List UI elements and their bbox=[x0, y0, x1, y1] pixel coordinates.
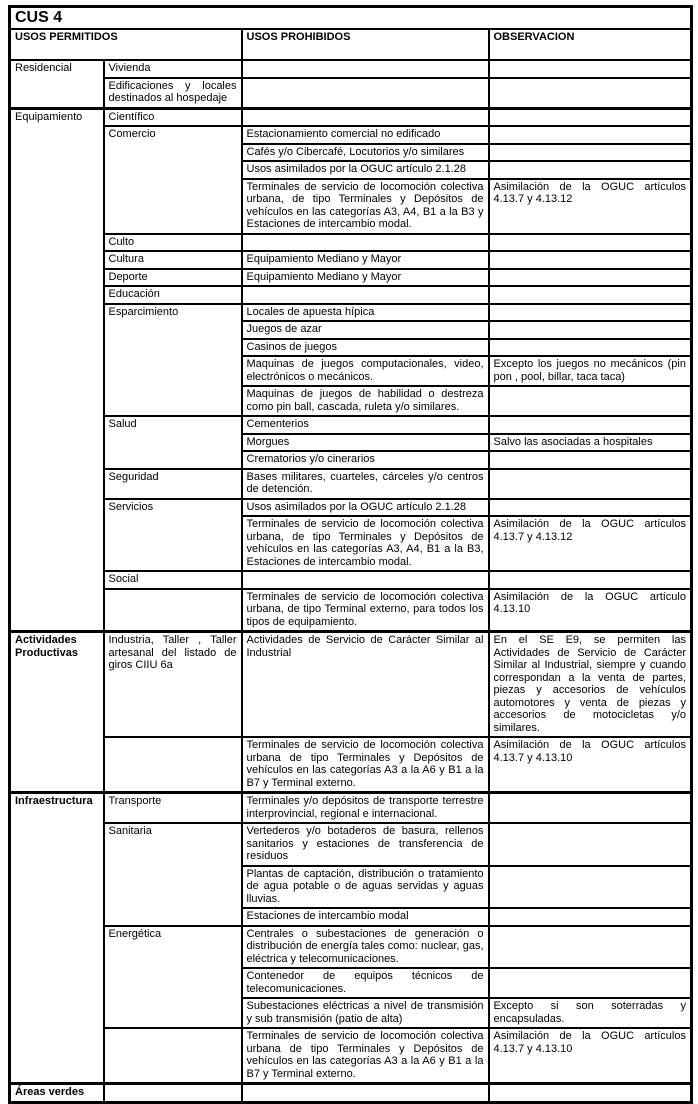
subcategory-cell: Edificaciones y locales destinados al hospedaje bbox=[104, 78, 242, 109]
table-row bbox=[10, 632, 692, 738]
col-header-observacion: OBSERVACION bbox=[489, 29, 692, 60]
table-row bbox=[10, 286, 692, 304]
prohibited-cell bbox=[242, 571, 489, 589]
table-row bbox=[10, 126, 692, 144]
subcategory-cell: Culto bbox=[104, 234, 242, 252]
table-row bbox=[10, 269, 692, 287]
prohibited-cell: Juegos de azar bbox=[242, 321, 489, 339]
category-cell: Equipamiento bbox=[10, 108, 104, 632]
table-row bbox=[10, 823, 692, 866]
subcategory-cell: Cultura bbox=[104, 251, 242, 269]
subcategory-cell: Servicios bbox=[104, 499, 242, 572]
prohibited-cell: Terminales de servicio de locomoción colectiva urbana, de tipo Terminales y Depósitos de vehículos en las categorías A3, A4, B1 a la B3, Estaciones de intercambio modal. bbox=[242, 516, 489, 571]
subcategory-cell: Salud bbox=[104, 416, 242, 469]
prohibited-cell bbox=[242, 286, 489, 304]
observation-cell bbox=[489, 908, 692, 926]
observation-cell bbox=[489, 571, 692, 589]
subcategory-cell: Transporte bbox=[104, 793, 242, 824]
table-row bbox=[10, 1028, 692, 1084]
prohibited-cell bbox=[242, 108, 489, 126]
observation-cell bbox=[489, 823, 692, 866]
observation-cell bbox=[489, 451, 692, 469]
prohibited-cell: Cementerios bbox=[242, 416, 489, 434]
title-row bbox=[10, 7, 692, 30]
observation-cell bbox=[489, 1084, 692, 1103]
observation-cell bbox=[489, 499, 692, 517]
subcategory-cell bbox=[104, 1028, 242, 1084]
prohibited-cell bbox=[242, 78, 489, 109]
observation-cell: Asimilación de la OGUC artículos 4.13.7 y 4.13.12 bbox=[489, 516, 692, 571]
table-row bbox=[10, 1084, 692, 1103]
table-row bbox=[10, 304, 692, 322]
prohibited-cell: Estacionamiento comercial no edificado bbox=[242, 126, 489, 144]
page-title: CUS 4 bbox=[10, 7, 692, 30]
cus4-table bbox=[8, 5, 693, 1104]
subcategory-cell: Deporte bbox=[104, 269, 242, 287]
subcategory-cell bbox=[104, 589, 242, 632]
prohibited-cell: Cafés y/o Cibercafé, Locutorios y/o similares bbox=[242, 144, 489, 162]
observation-cell bbox=[489, 416, 692, 434]
subcategory-cell: Social bbox=[104, 571, 242, 589]
subcategory-cell: Comercio bbox=[104, 126, 242, 234]
subcategory-cell: Energética bbox=[104, 926, 242, 1029]
observation-cell bbox=[489, 126, 692, 144]
prohibited-cell: Terminales de servicio de locomoción colectiva urbana, de tipo Terminales y Depósitos de vehículos en las categorías A3, A4, B1 a la B3 y Estaciones de intercambio modal. bbox=[242, 179, 489, 234]
observation-cell: Excepto los juegos no mecánicos (pin pon , pool, billar, taca taca) bbox=[489, 356, 692, 386]
subcategory-cell bbox=[104, 1084, 242, 1103]
subcategory-cell: Científico bbox=[104, 108, 242, 126]
table-row bbox=[10, 234, 692, 252]
prohibited-cell: Terminales de servicio de locomoción colectiva urbana de tipo Terminales y Depósitos de vehículos en las categorías A3 a la A6 y B1 a la B7 y Terminal externo. bbox=[242, 737, 489, 793]
prohibited-cell: Crematorios y/o cinerarios bbox=[242, 451, 489, 469]
observation-cell bbox=[489, 339, 692, 357]
column-header-row bbox=[10, 29, 692, 60]
observation-cell bbox=[489, 386, 692, 416]
table-row bbox=[10, 416, 692, 434]
subcategory-cell: Esparcimiento bbox=[104, 304, 242, 417]
observation-cell bbox=[489, 144, 692, 162]
observation-cell bbox=[489, 793, 692, 824]
subcategory-cell: Sanitaria bbox=[104, 823, 242, 926]
category-cell: Residencial bbox=[10, 60, 104, 108]
table-row bbox=[10, 737, 692, 793]
subcategory-cell bbox=[104, 737, 242, 793]
prohibited-cell: Actividades de Servicio de Carácter Similar al Industrial bbox=[242, 632, 489, 738]
prohibited-cell: Plantas de captación, distribución o tratamiento de agua potable o de aguas servidas y aguas lluvias. bbox=[242, 866, 489, 909]
observation-cell bbox=[489, 269, 692, 287]
prohibited-cell: Estaciones de intercambio modal bbox=[242, 908, 489, 926]
observation-cell bbox=[489, 161, 692, 179]
observation-cell bbox=[489, 78, 692, 109]
table-row bbox=[10, 926, 692, 969]
table-row bbox=[10, 469, 692, 499]
observation-cell: Excepto si son soterradas y encapsuladas. bbox=[489, 998, 692, 1028]
subcategory-cell: Vivienda bbox=[104, 60, 242, 78]
observation-cell: Asimilación de la OGUC artículos 4.13.7 y 4.13.10 bbox=[489, 737, 692, 793]
col-header-usos-permitidos: USOS PERMITIDOS bbox=[10, 29, 242, 60]
observation-cell bbox=[489, 469, 692, 499]
observation-cell bbox=[489, 968, 692, 998]
prohibited-cell: Usos asimilados por la OGUC artículo 2.1.28 bbox=[242, 161, 489, 179]
observation-cell bbox=[489, 60, 692, 78]
observation-cell bbox=[489, 926, 692, 969]
prohibited-cell: Terminales y/o depósitos de transporte terrestre interprovincial, regional e internacional. bbox=[242, 793, 489, 824]
observation-cell: Asimilación de la OGUC artículos 4.13.7 y 4.13.10 bbox=[489, 1028, 692, 1084]
table-row bbox=[10, 571, 692, 589]
observation-cell bbox=[489, 108, 692, 126]
prohibited-cell: Centrales o subestaciones de generación o distribución de energía tales como: nuclear, gas, eléctrica y telecomunicaciones. bbox=[242, 926, 489, 969]
observation-cell: Asimilación de la OGUC artículo 4.13.10 bbox=[489, 589, 692, 632]
prohibited-cell: Equipamiento Mediano y Mayor bbox=[242, 251, 489, 269]
table-row bbox=[10, 251, 692, 269]
category-cell: Áreas verdes bbox=[10, 1084, 104, 1103]
category-cell: Infraestructura bbox=[10, 793, 104, 1084]
prohibited-cell: Maquinas de juegos computacionales, video, electrónicos o mecánicos. bbox=[242, 356, 489, 386]
observation-cell: Salvo las asociadas a hospitales bbox=[489, 434, 692, 452]
subcategory-cell: Industria, Taller , Taller artesanal del listado de giros CIIU 6a bbox=[104, 632, 242, 738]
observation-cell bbox=[489, 321, 692, 339]
table-row bbox=[10, 793, 692, 824]
observation-cell bbox=[489, 304, 692, 322]
prohibited-cell: Equipamiento Mediano y Mayor bbox=[242, 269, 489, 287]
prohibited-cell: Subestaciones eléctricas a nivel de transmisión y sub transmisión (patio de alta) bbox=[242, 998, 489, 1028]
prohibited-cell: Casinos de juegos bbox=[242, 339, 489, 357]
prohibited-cell bbox=[242, 60, 489, 78]
prohibited-cell: Terminales de servicio de locomoción colectiva urbana, de tipo Terminal externo, para todos los tipos de equipamiento. bbox=[242, 589, 489, 632]
observation-cell bbox=[489, 286, 692, 304]
prohibited-cell: Bases militares, cuarteles, cárceles y/o centros de detención. bbox=[242, 469, 489, 499]
table-row bbox=[10, 499, 692, 517]
observation-cell bbox=[489, 251, 692, 269]
observation-cell bbox=[489, 234, 692, 252]
subcategory-cell: Seguridad bbox=[104, 469, 242, 499]
table-row bbox=[10, 108, 692, 126]
prohibited-cell bbox=[242, 234, 489, 252]
prohibited-cell: Usos asimilados por la OGUC artículo 2.1.28 bbox=[242, 499, 489, 517]
prohibited-cell bbox=[242, 1084, 489, 1103]
subcategory-cell: Educación bbox=[104, 286, 242, 304]
prohibited-cell: Morgues bbox=[242, 434, 489, 452]
table-row bbox=[10, 589, 692, 632]
observation-cell: En el SE E9, se permiten las Actividades de Servicio de Carácter Similar al Industrial, siempre y cuando correspondan a la venta de partes, piezas y accesorios de vehículos automotores y venta de piezas y accesorios de motocicletas y/o similares. bbox=[489, 632, 692, 738]
observation-cell bbox=[489, 866, 692, 909]
prohibited-cell: Maquinas de juegos de habilidad o destreza como pin ball, cascada, ruleta y/o similares. bbox=[242, 386, 489, 416]
prohibited-cell: Terminales de servicio de locomoción colectiva urbana de tipo Terminales y Depósitos de vehículos en las categorías A3 a la A6 y B1 a la B7 y Terminal externo. bbox=[242, 1028, 489, 1084]
prohibited-cell: Vertederos y/o botaderos de basura, rellenos sanitarios y estaciones de transferencia de residuos bbox=[242, 823, 489, 866]
prohibited-cell: Locales de apuesta hípica bbox=[242, 304, 489, 322]
observation-cell: Asimilación de la OGUC artículos 4.13.7 y 4.13.12 bbox=[489, 179, 692, 234]
table-row bbox=[10, 78, 692, 109]
col-header-usos-prohibidos: USOS PROHIBIDOS bbox=[242, 29, 489, 60]
table-row bbox=[10, 60, 692, 78]
prohibited-cell: Contenedor de equipos técnicos de telecomunicaciones. bbox=[242, 968, 489, 998]
category-cell: Actividades Productivas bbox=[10, 632, 104, 793]
